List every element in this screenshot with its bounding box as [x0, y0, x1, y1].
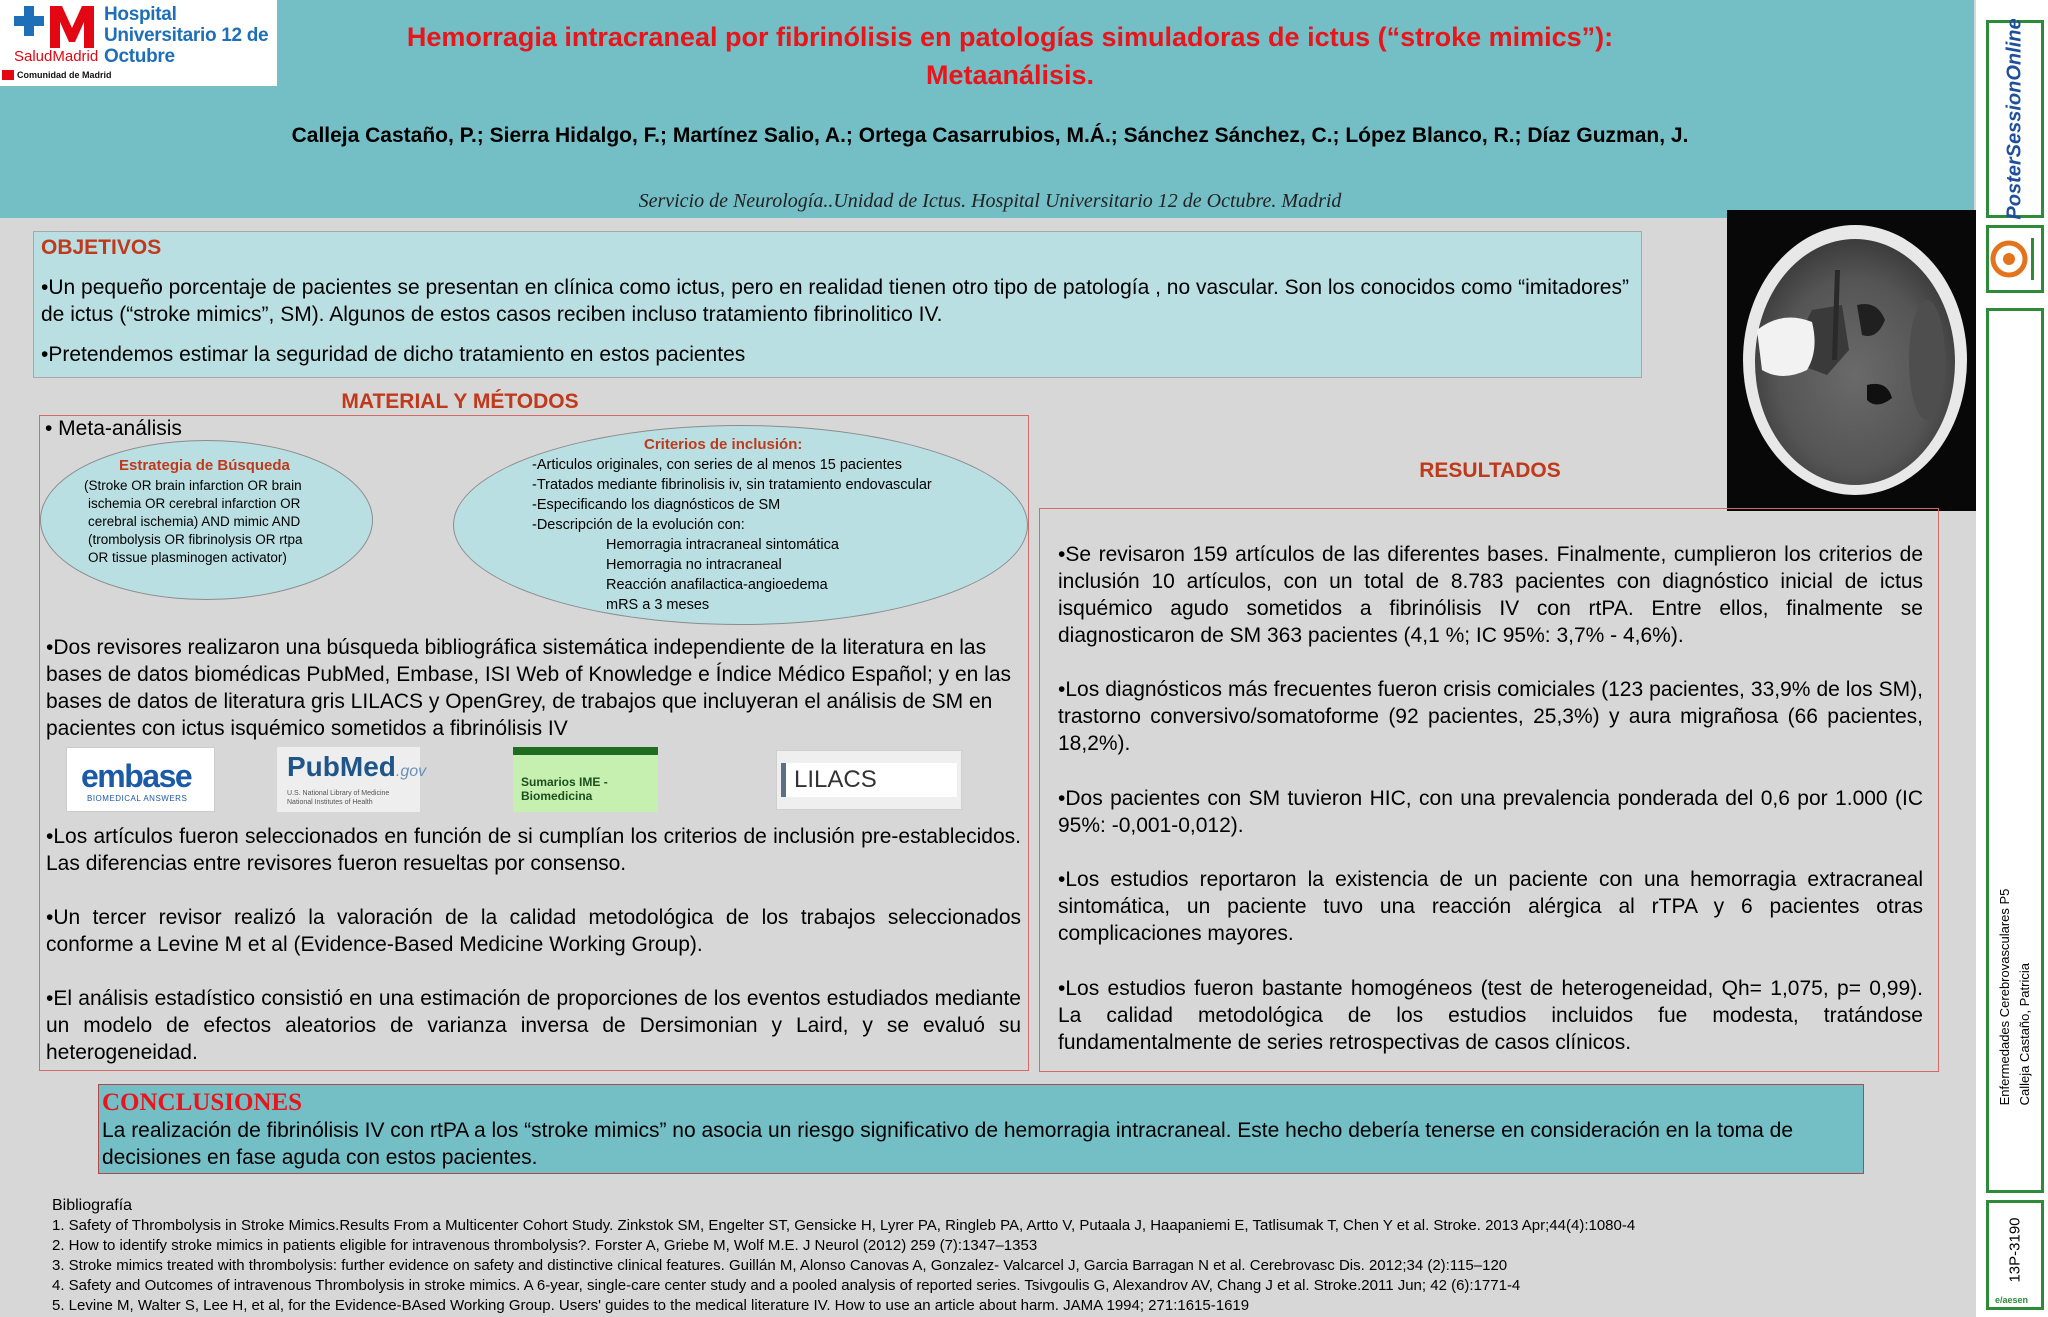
reference-item: 2. How to identify stroke mimics in patients eligible for intravenous thrombolysis?. Forster A, Griebe M, Wolf M.E. J Neurol (2012) 259 (7):1347–1353	[52, 1237, 1038, 1254]
search-strategy-ellipse	[40, 440, 373, 600]
criteria-item: -Articulos originales, con series de al menos 15 pacientes	[532, 457, 902, 473]
results-paragraph-5: •Los estudios fueron bastante homogéneos (test de heterogeneidad, Qh= 1,075, p= 0,99). La calidad metodológica de los estudios incluidos fue modesta, tratándose fundamentalmente de series retrospectivas de casos clínicos.	[1058, 977, 1923, 1054]
objectives-paragraph-2: •Pretendemos estimar la seguridad de dicho tratamiento en estos pacientes	[41, 343, 746, 366]
embase-wordmark: embase	[81, 758, 192, 794]
conclusions-heading: CONCLUSIONES	[102, 1089, 303, 1116]
objectives-section	[33, 231, 1642, 378]
search-strategy-heading: Estrategia de Búsqueda	[119, 457, 290, 474]
session-category: Enfermedades Cerebrovasculares P5	[1997, 888, 2012, 1105]
pubmed-gov: .gov	[395, 763, 427, 780]
objectives-paragraph-1: •Un pequeño porcentaje de pacientes se presentan en clínica como ictus, pero en realidad tienen otro tipo de patología , no vascular. Son los conocidos como “imitadores” de ictus (“stroke mimics”, SM). Algunos de estos casos reciben incluso tratamiento fibrinolitico IV.	[41, 276, 1629, 326]
inclusion-criteria-ellipse	[453, 425, 1028, 625]
methods-paragraph-4: •El análisis estadístico consistió en una estimación de proporciones de los eventos estudiados mediante un modelo de efectos aleatorios de varianza inversa de Dersimonian y Laird, y se evaluó su heterogeneidad.	[46, 987, 1021, 1064]
conclusions-section	[98, 1084, 1864, 1174]
congress-logo-box	[1986, 225, 2044, 293]
search-term-line: (Stroke OR brain infarction OR brain	[84, 478, 302, 493]
poster-code-box	[1986, 1200, 2044, 1310]
embase-tagline: BIOMEDICAL ANSWERS	[87, 794, 188, 803]
session-info	[1995, 888, 2035, 1105]
conclusions-text: La realización de fibrinólisis IV con rtPA a los “stroke mimics” no asocia un riesgo significativo de hemorragia intracraneal. Este hecho debería tenerse en consideración en la toma de decisiones en fase aguda con estos pacientes.	[102, 1119, 1793, 1169]
results-paragraph-1: •Se revisaron 159 artículos de las diferentes bases. Finalmente, cumplieron los criterios de inclusión 10 artículos, con un total de 8.783 pacientes con diagnóstico inicial de ictus isquémico agudo sometidos a fibrinólisis IV con rtPA. Entre ellos, finalmente se diagnosticaron de SM 363 pacientes (4,1 %; IC 95%: 3,7% - 4,6%).	[1058, 543, 1923, 647]
ct-scan-image	[1727, 210, 1976, 511]
hospital-name: Hospital Universitario 12 de Octubre	[104, 4, 269, 67]
embase-logo	[66, 747, 215, 812]
inclusion-criteria-heading: Criterios de inclusión:	[644, 436, 803, 453]
criteria-subitem: Reacción anafilactica-angioedema	[606, 577, 828, 593]
criteria-item: -Especificando los diagnósticos de SM	[532, 497, 781, 513]
brain-ct-illustration	[1727, 210, 1976, 511]
salud-madrid-label: SaludMadrid	[14, 48, 99, 65]
search-term-line: OR tissue plasminogen activator)	[88, 550, 287, 565]
bibliography-heading: Bibliografía	[52, 1197, 133, 1214]
reference-item: 3. Stroke mimics treated with thrombolysis: further evidence on safety and distinctive clinical features. Guillán M, Alonso Canovas A, Gonzalez- Valcarcel J, Garcia Barragan N et al. Cerebrovasc Dis. 2012;34 (2):115–120	[52, 1257, 1508, 1274]
sidebar-footer: e/aesen	[1995, 1295, 2029, 1305]
criteria-subitem: Hemorragia no intracraneal	[606, 557, 782, 573]
pubmed-name: PubMed	[287, 751, 396, 782]
poster-code: 13P-3190	[2006, 1217, 2024, 1283]
affiliation: Servicio de Neurología..Unidad de Ictus. Hospital Universitario 12 de Octubre. Madrid	[638, 190, 1342, 212]
criteria-item: -Descripción de la evolución con:	[532, 517, 745, 533]
meta-analysis-label: • Meta-análisis	[45, 417, 182, 440]
reference-item: 1. Safety of Thrombolysis in Stroke Mimics.Results From a Multicenter Cohort Study. Zinkstok SM, Engelter ST, Gensicke H, Lyrer PA, Ringleb PA, Artto V, Putaala J, Haapaniemi E, Tatlisumak T, Chen Y et al. Stroke. 2013 Apr;44(4):1080-4	[52, 1217, 1636, 1234]
results-heading: RESULTADOS	[1419, 459, 1561, 482]
reference-item: 5. Levine M, Walter S, Lee H, et al, for the Evidence-BAsed Working Group. Users' guides to the medical literature IV. How to use an article about harm. JAMA 1994; 271:1615-1619	[52, 1297, 1250, 1314]
authors: Calleja Castaño, P.; Sierra Hidalgo, F.; Martínez Salio, A.; Ortega Casarrubios, M.Á.; Sánchez Sánchez, C.; López Blanco, R.; Díaz Guzman, J.	[291, 124, 1689, 147]
comunidad-label: Comunidad de Madrid	[17, 70, 112, 80]
pubmed-tagline: U.S. National Library of Medicine National Institutes of Health	[287, 790, 390, 806]
inclusion-criteria-list	[532, 455, 1012, 615]
comunidad-flag-icon	[2, 70, 14, 80]
objectives-heading: OBJETIVOS	[41, 236, 162, 259]
criteria-subitem: Hemorragia intracraneal sintomática	[606, 537, 839, 553]
methods-heading: MATERIAL Y MÉTODOS	[341, 390, 579, 413]
pubmed-logo	[277, 747, 427, 812]
methods-paragraph-1: •Dos revisores realizaron una búsqueda bibliográfica sistemática independiente de la literatura en las bases de datos biomédicas PubMed, Embase, ISI Web of Knowledge e Índice Médico Español; y en las bases de datos de literatura gris LILACS y OpenGrey, de trabajos que incluyeran el análisis de SM en pacientes con ictus isquémico sometidos a fibrinólisis IV	[46, 636, 1012, 740]
lilacs-wordmark: LILACS	[781, 763, 957, 797]
ime-logo	[513, 747, 658, 812]
methods-paragraph-2: •Los artículos fueron seleccionados en función de si cumplían los criterios de inclusión pre-establecidos. Las diferencias entre revisores fueron resueltas por consenso.	[46, 825, 1021, 875]
pubmed-wordmark	[287, 751, 426, 783]
congress-logo-icon	[1989, 228, 2041, 290]
poster-sidebar	[1976, 0, 2048, 1317]
search-strategy-terms	[84, 477, 348, 567]
session-info-box	[1986, 308, 2044, 1193]
criteria-item: -Tratados mediante fibrinolisis iv, sin tratamiento endovascular	[532, 477, 932, 493]
poster-session-brand-box	[1986, 20, 2044, 218]
bibliography-section	[52, 1196, 1952, 1316]
criteria-subitem: mRS a 3 meses	[606, 597, 710, 613]
reference-item: 4. Safety and Outcomes of intravenous Thrombolysis in stroke mimics. A 6-year, single-care center study and a pooled analysis of reported series. Tsivgoulis G, Alexandrov AV, Chang J et al. Stroke.2011 Jun; 42 (6):1771-4	[52, 1277, 1521, 1294]
ime-wordmark: Sumarios IME - Biomedicina	[521, 775, 608, 803]
session-author: Calleja Castaño, Patricia	[2017, 962, 2032, 1105]
search-term-line: (trombolysis OR fibrinolysis OR rtpa	[88, 532, 303, 547]
methods-paragraph-3: •Un tercer revisor realizó la valoración de la calidad metodológica de los trabajos seleccionados conforme a Levine M et al (Evidence-Based Medicine Working Group).	[46, 906, 1021, 956]
lilacs-logo	[776, 750, 962, 810]
results-paragraph-2: •Los diagnósticos más frecuentes fueron crisis comiciales (123 pacientes, 33,9% de los SM), trastorno conversivo/somatoforme (92 pacientes, 25,3%) y aura migrañosa (66 pacientes, 18,2%).	[1058, 678, 1923, 755]
salud-madrid-logo-icon	[10, 2, 96, 54]
results-paragraph-4: •Los estudios reportaron la existencia de un paciente con una hemorragia extracraneal sintomática, un paciente tuvo una reacción alérgica al rTPA y 6 pacientes otras complicaciones mayores.	[1058, 868, 1923, 945]
hospital-logo	[0, 0, 277, 86]
poster-session-brand: PosterSessionOnline	[2003, 18, 2026, 220]
search-term-line: ischemia OR cerebral infarction OR	[88, 496, 301, 511]
results-paragraph-3: •Dos pacientes con SM tuvieron HIC, con una prevalencia ponderada del 0,6 por 1.000 (IC 95%: -0,001-0,012).	[1058, 787, 1923, 837]
poster-title: Hemorragia intracraneal por fibrinólisis en patologías simuladoras de ictus (“stroke mimics”): Metaanálisis.	[406, 22, 1614, 90]
search-term-line: cerebral ischemia) AND mimic AND	[88, 514, 301, 529]
